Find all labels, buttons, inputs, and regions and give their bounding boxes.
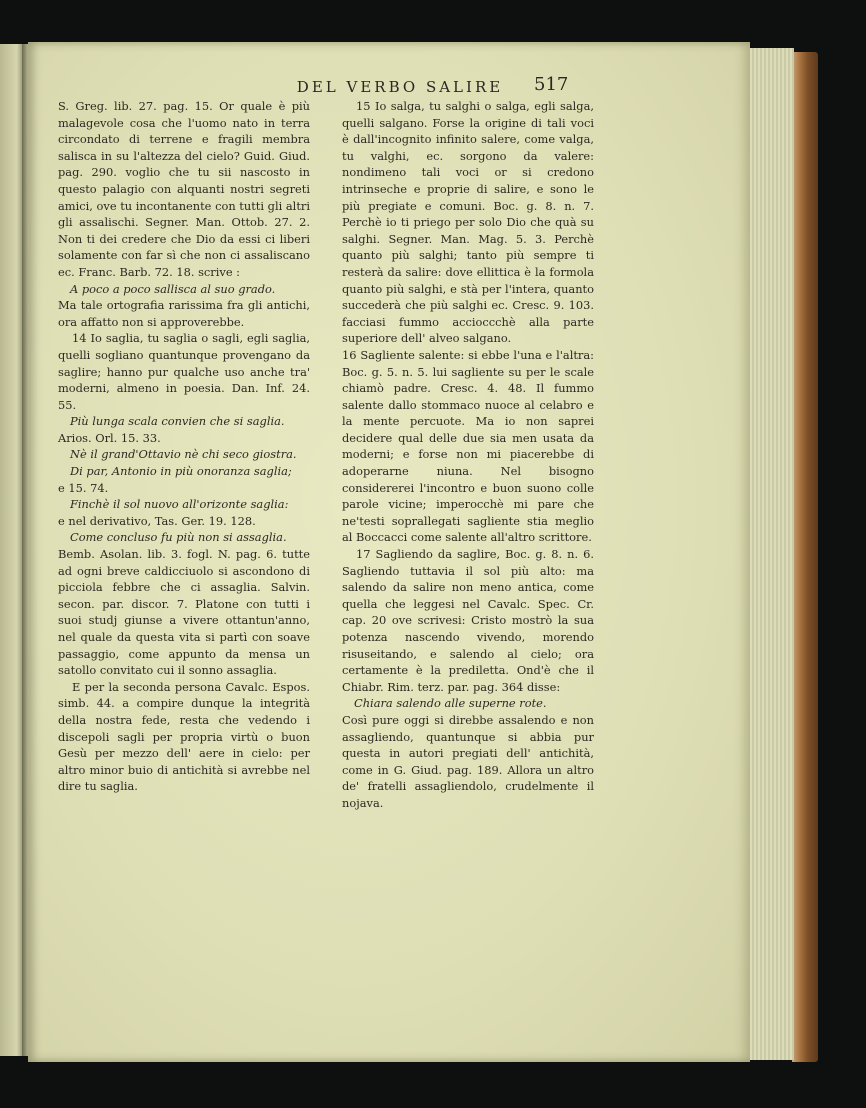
- paragraph: 16 Sagliente salente: si ebbe l'una e l'altra: Boc. g. 5. n. 5. lui sagliente su per le scale chiamò padre. Cresc. 4. 48. Il fummo salente dallo stommaco nuoce al celabro e la mente percuote. Ma io non saprei decidere qual delle due sia men usata da moderni; e forse non mi piacerebbe di adoperarne niuna. Nel bisogno considererei l'incontro e buon suono colle parole vicine; imperocchè mi pare che ne'testi soprallegati sagliente stia meglio al Boccacci come salente all'altro scrittore.: [342, 347, 594, 545]
- verse-line: Chiara salendo alle superne rote.: [354, 696, 547, 711]
- paragraph: 17 Sagliendo da saglire, Boc. g. 8. n. 6. Sagliendo tuttavia il sol più alto: ma salendo da salire non meno antica, come quella che leggesi nel Cavalc. Spec. Cr. cap. 20 ove scrivesi: Cristo mostrò la sua potenza nascendo vivendo, morendo risuseitando, e salendo al cielo; ora certamente è la prediletta. Ond'è che il Chiabr. Rim. terz. par. pag. 364 disse:: [342, 547, 594, 694]
- left-column: [58, 98, 310, 795]
- page-number: 517: [534, 74, 569, 95]
- paragraph: 14 Io saglia, tu saglia o sagli, egli saglia, quelli sogliano quantunque provengano da saglire; hanno pur qualche uso anche tra' moderni, almeno in poesia. Dan. Inf. 24. 55.: [58, 331, 310, 412]
- right-column: [342, 98, 594, 812]
- verse-line: Come concluso fu più non si assaglia.: [70, 530, 287, 545]
- running-title: DEL VERBO SALIRE: [296, 78, 504, 96]
- paragraph: Così pure oggi si direbbe assalendo e non assagliendo, quantunque si abbia pur questa in autori pregiati dell' antichità, come in G. Giud. pag. 189. Allora un altro de' fratelli assagliendolo, crudelmente il nojava.: [342, 712, 594, 810]
- verse-line: Nè il grand'Ottavio nè chi seco giostra.: [70, 447, 297, 462]
- citation-line: e nel derivativo, Tas. Ger. 19. 128.: [58, 513, 256, 528]
- page-stack-edge: [746, 48, 794, 1060]
- paragraph: E per la seconda persona Cavalc. Espos. simb. 44. a compire dunque la integrità della nostra fede, resta che vedendo i discepoli sagli per propria virtù o buon Gesù per mezzo dell' aere in cielo: per altro minor buio di antichità si avrebbe nel dire tu saglia.: [58, 679, 310, 794]
- paragraph: Bemb. Asolan. lib. 3. fogl. N. pag. 6. tutte ad ogni breve caldicciuolo si ascondono di picciola febbre che ci assaglia. Salvin. secon. par. discor. 7. Platone con tutti i suoi studj giunse a vivere ottantun'anno, nel quale da questa vita si partì con soave passaggio, come appunto da mensa un satollo convitato cui il sonno assaglia.: [58, 547, 310, 678]
- verse-line: Finchè il sol nuovo all'orizonte saglia:: [70, 497, 289, 512]
- citation-line: e 15. 74.: [58, 480, 109, 495]
- verse-line: Di par, Antonio in più onoranza saglia;: [70, 464, 292, 479]
- citation-line: Arios. Orl. 15. 33.: [58, 430, 161, 445]
- verse-line: A poco a poco sallisca al suo grado.: [70, 281, 276, 296]
- left-page-edge: [0, 44, 24, 1056]
- book-cover-edge: [792, 52, 818, 1062]
- verse-line: Più lunga scala convien che si saglia.: [70, 414, 285, 429]
- paragraph: 15 Io salga, tu salghi o salga, egli salga, quelli salgano. Forse la origine di tali voci è dall'incognito infinito salere, come valga, tu valghi, ec. sorgono da valere: nondimeno tali voci or si credono intrinseche e proprie di salire, e sono le più pregiate e comuni. Boc. g. 8. n. 7. Perchè io ti priego per solo Dio che quà su salghi. Segner. Man. Mag. 5. 3. Perchè quanto più salghi; tanto più sempre ti resterà da salire: dove ellittica è la formola quanto più salghi, e stà per l'intera, quanto succederà che più salghi ec. Cresc. 9. 103. facciasi fummo accioccchè alla parte superiore dell' alveo salgano.: [342, 99, 594, 346]
- paragraph: Ma tale ortografia rarissima fra gli antichi, ora affatto non si approverebbe.: [58, 298, 310, 329]
- paragraph: S. Greg. lib. 27. pag. 15. Or quale è più malagevole cosa che l'uomo nato in terra circondato di terrene e fragili membra salisca in su l'altezza del cielo? Guid. Giud. pag. 290. voglio che tu sii nascosto in questo palagio con alquanti nostri segreti amici, ove tu incontanente con tutti gli altri gli assalischi. Segner. Man. Ottob. 27. 2. Non ti dei credere che Dio da essi ci liberi solamente con far sì che non ci assaliscano ec. Franc. Barb. 72. 18. scrive :: [58, 99, 310, 279]
